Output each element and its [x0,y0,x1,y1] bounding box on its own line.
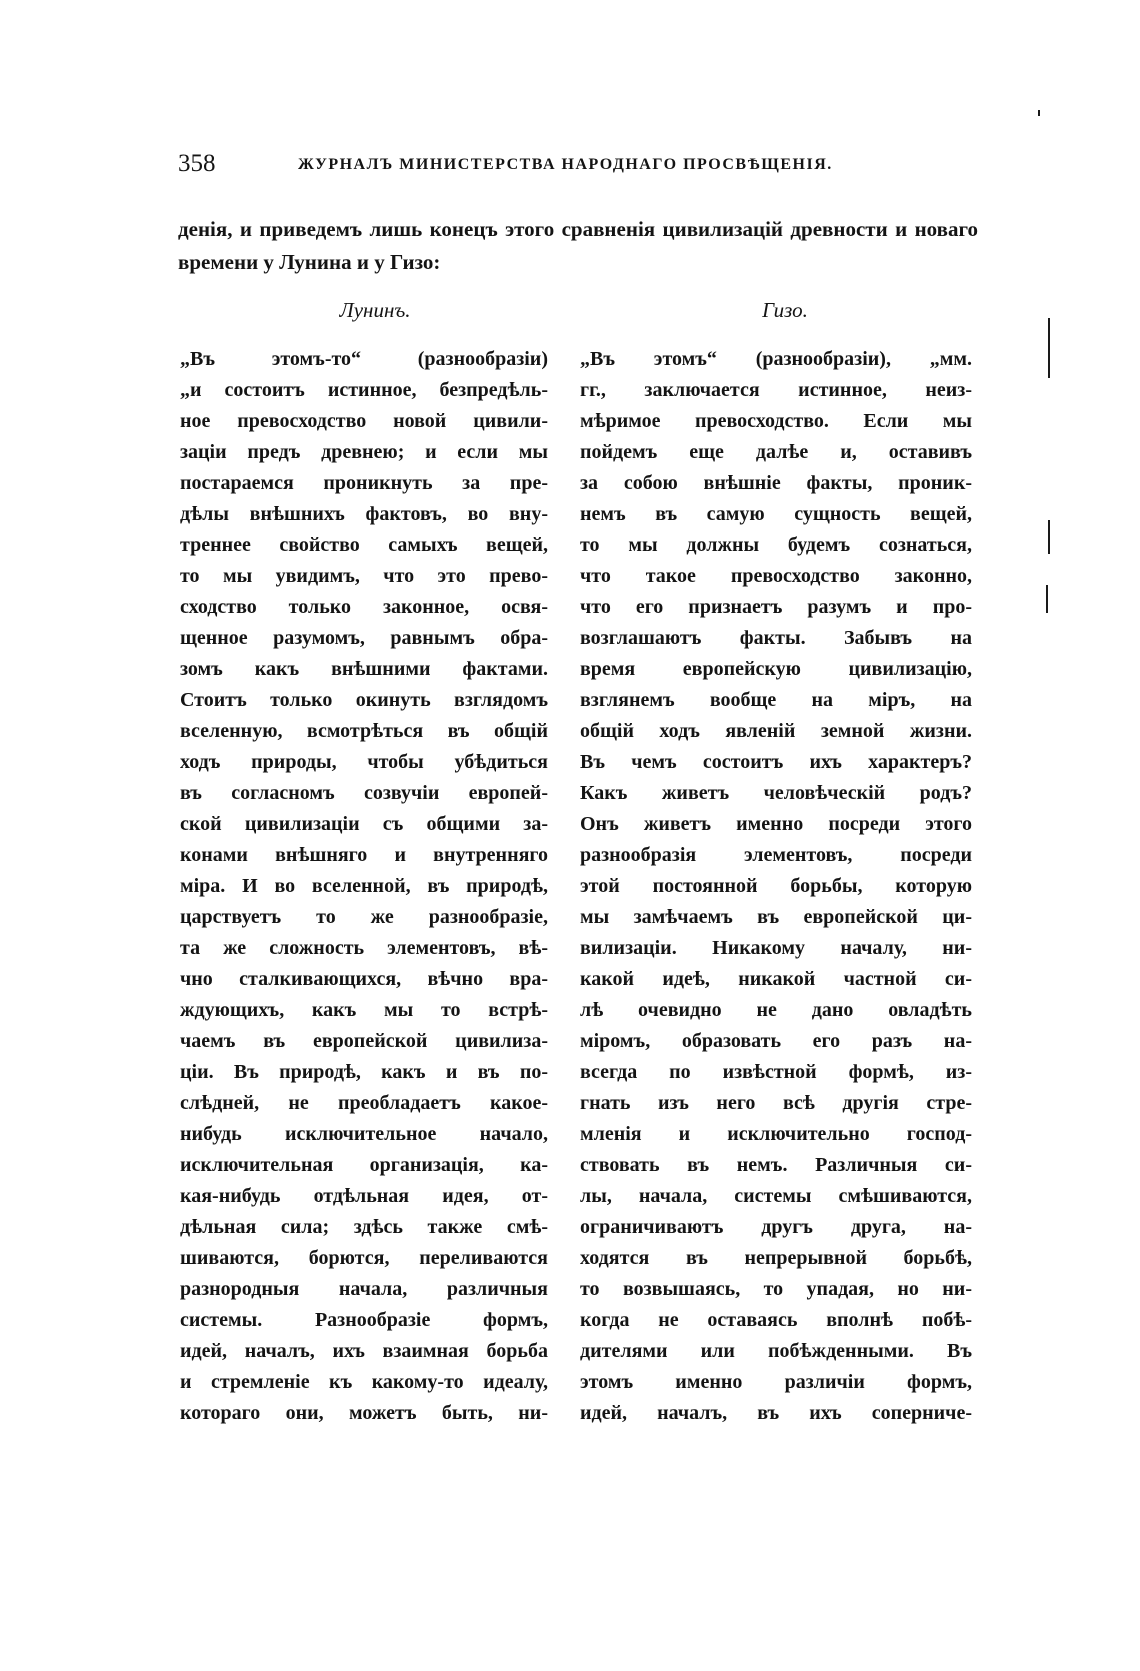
text-line: Онъ живетъ именно посреди этого [580,813,972,835]
text-line: разнообразія элементовъ, посреди [580,844,972,866]
text-line: заціи предъ древнею; и если мы [180,441,548,463]
text-line: вилизаціи. Никакому началу, ни- [580,937,972,959]
text-line: нибудь исключительное начало, [180,1123,548,1145]
text-line: за собою внѣшніе факты, проник- [580,472,972,494]
text-line: пойдемъ еще далѣе и, оставивъ [580,441,972,463]
text-line: взглянемъ вообще на міръ, на [580,689,972,711]
text-line: лы, начала, системы смѣшиваются, [580,1185,972,1207]
text-line: исключительная организація, ка- [180,1154,548,1176]
text-line: мѣримое превосходство. Если мы [580,410,972,432]
text-line: то возвышаясь, то упадая, но ни- [580,1278,972,1300]
margin-mark [1048,520,1050,554]
text-line: то мы должны будемъ сознаться, [580,534,972,556]
text-line: какой идеѣ, никакой частной си- [580,968,972,990]
text-line: гг., заключается истинное, неиз- [580,379,972,401]
text-line: гнать изъ него всѣ другія стре- [580,1092,972,1114]
text-line: сходство только законное, освя- [180,596,548,618]
text-line: мы замѣчаемъ въ европейской ци- [580,906,972,928]
text-line: общій ходъ явленій земной жизни. [580,720,972,742]
text-line: немъ въ самую сущность вещей, [580,503,972,525]
text-line: постараемся проникнуть за пре- [180,472,548,494]
text-line: слѣдней, не преобладаетъ какое- [180,1092,548,1114]
text-line: зомъ какъ внѣшними фактами. [180,658,548,680]
column-lunin [180,344,548,1429]
text-line: дѣлы внѣшнихъ фактовъ, во вну- [180,503,548,525]
text-line: Стоитъ только окинуть взглядомъ [180,689,548,711]
text-line: этой постоянной борьбы, которую [580,875,972,897]
column-heading-lunin: Лунинъ. [339,298,411,322]
text-line: міра. И во вселенной, въ природѣ, [180,875,548,897]
text-line: „и состоитъ истинное, безпредѣль- [180,379,548,401]
text-line: царствуетъ то же разнообразіе, [180,906,548,928]
text-line: конами внѣшняго и внутренняго [180,844,548,866]
text-line: ской цивилизаціи съ общими за- [180,813,548,835]
text-line: идей, началъ, въ ихъ соперниче- [580,1402,972,1424]
text-line: время европейскую цивилизацію, [580,658,972,680]
text-line: этомъ именно различіи формъ, [580,1371,972,1393]
text-line: дителями или побѣжденными. Въ [580,1340,972,1362]
text-line: ходъ природы, чтобы убѣдиться [180,751,548,773]
page-number: 358 [178,150,216,177]
text-line: въ согласномъ созвучіи европей- [180,782,548,804]
text-line: вселенную, всмотрѣться въ общій [180,720,548,742]
text-line: что такое превосходство законно, [580,565,972,587]
text-line: мленія и исключительно господ- [580,1123,972,1145]
text-line: идей, началъ, ихъ взаимная борьба [180,1340,548,1362]
intro-paragraph: денія, и приведемъ лишь конецъ этого сравненія цивилизацій древности и новаго времени у Лунина и у Гизо: [178,217,978,274]
text-line: ходятся въ непрерывной борьбѣ, [580,1247,972,1269]
running-title: ЖУРНАЛЪ МИНИСТЕРСТВА НАРОДНАГО ПРОСВѢЩЕНІЯ. [298,156,833,173]
text-line: Какъ живетъ человѣческій родъ? [580,782,972,804]
text-line: чаемъ въ европейской цивилиза- [180,1030,548,1052]
text-line: то мы увидимъ, что это прево- [180,565,548,587]
text-line: ствовать въ немъ. Различныя си- [580,1154,972,1176]
text-line: „Въ этомъ“ (разнообразіи), „мм. [580,348,972,370]
text-line: Въ чемъ состоитъ ихъ характеръ? [580,751,972,773]
column-heading-guizot: Гизо. [762,298,808,322]
text-line: что его признаетъ разумъ и про- [580,596,972,618]
text-line: всегда по извѣстной формѣ, из- [580,1061,972,1083]
page-header [178,150,978,190]
margin-mark [1048,318,1050,378]
text-line: лѣ очевидно не дано овладѣть [580,999,972,1021]
text-line: ное превосходство новой цивили- [180,410,548,432]
text-line: когда не оставаясь вполнѣ побѣ- [580,1309,972,1331]
text-line: котораго они, можетъ быть, ни- [180,1402,548,1424]
text-line: дѣльная сила; здѣсь также смѣ- [180,1216,548,1238]
text-line: ограничиваютъ другъ друга, на- [580,1216,972,1238]
text-line: ціи. Въ природѣ, какъ и въ по- [180,1061,548,1083]
text-line: разнородныя начала, различныя [180,1278,548,1300]
text-line: чно сталкивающихся, вѣчно вра- [180,968,548,990]
margin-mark [1046,585,1048,613]
text-line: ждующихъ, какъ мы то встрѣ- [180,999,548,1021]
text-line: міромъ, образовать его разъ на- [580,1030,972,1052]
text-line: и стремленіе къ какому-то идеалу, [180,1371,548,1393]
column-guizot [580,344,972,1429]
text-line: „Въ этомъ-то“ (разнообразіи) [180,348,548,370]
text-line: щенное разумомъ, равнымъ обра- [180,627,548,649]
margin-mark [1038,110,1040,116]
text-line: шиваются, борются, переливаются [180,1247,548,1269]
text-line: та же сложность элементовъ, вѣ- [180,937,548,959]
text-line: системы. Разнообразіе формъ, [180,1309,548,1331]
text-line: возглашаютъ факты. Забывъ на [580,627,972,649]
text-line: треннее свойство самыхъ вещей, [180,534,548,556]
text-line: кая-нибудь отдѣльная идея, от- [180,1185,548,1207]
